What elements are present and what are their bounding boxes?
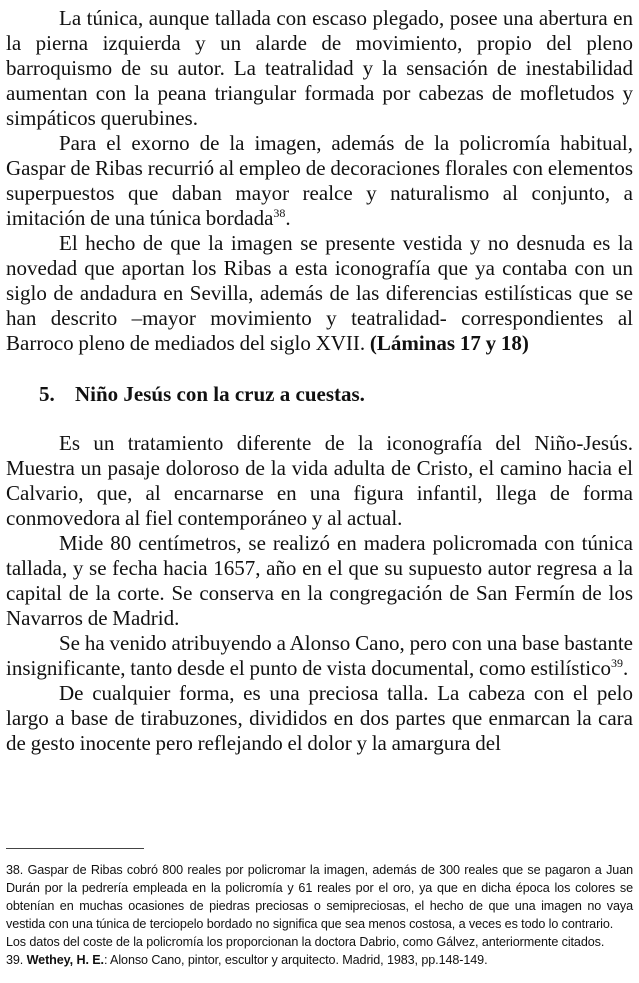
paragraph-tunica bbox=[6, 6, 633, 131]
paragraph-atribucion bbox=[6, 631, 633, 681]
paragraph-mide bbox=[6, 531, 633, 631]
section-title: Niño Jesús con la cruz a cuestas. bbox=[75, 382, 365, 406]
footnote-38-extra: Los datos del coste de la policromía los proporcionan la doctora Dabrio, como Gálvez, anteriormente citados. bbox=[6, 935, 605, 949]
footnote-citation: : Alonso Cano, pintor, escultor y arquitecto. Madrid, 1983, pp.148-149. bbox=[103, 953, 488, 967]
paragraph-text: El hecho de que la imagen se presente vestida y no desnuda es la novedad que aportan los Ribas a esta iconografía que ya contaba con un siglo de andadura en Sevilla, además de las diferencias estilísticas que se han descrito –mayor movimiento y teatralidad- correspondientes al Barroco pleno de mediados del siglo XVII. bbox=[6, 231, 633, 355]
footnote-39 bbox=[6, 951, 633, 969]
paragraph-talla bbox=[6, 681, 633, 756]
paragraph-text: Es un tratamiento diferente de la iconografía del Niño-Jesús. Muestra un pasaje doloroso de la vida adulta de Cristo, el camino hacia el Calvario, que, al encarnarse en una figura infantil, llega de forma conmovedora al fiel contemporáneo y al actual. bbox=[6, 431, 633, 530]
paragraph-text: La túnica, aunque tallada con escaso plegado, posee una abertura en la pierna izquierda y un alarde de movimiento, propio del pleno barroquismo de su autor. La teatralidad y la sensación de inestabilidad aumentan con la peana triangular formada por cabezas de mofletudos y simpáticos querubines. bbox=[6, 6, 633, 130]
footnote-divider bbox=[6, 848, 144, 849]
footnote-number: 39. bbox=[6, 953, 24, 967]
paragraph-end: . bbox=[285, 206, 291, 230]
paragraph-vestida bbox=[6, 231, 633, 356]
paragraph-tratamiento bbox=[6, 431, 633, 531]
section-heading bbox=[39, 382, 633, 407]
paragraph-exorno bbox=[6, 131, 633, 231]
section-number: 5. bbox=[39, 382, 55, 406]
footnote-author: Wethey, H. E. bbox=[26, 953, 104, 967]
footnote-ref-38[interactable]: 38 bbox=[273, 206, 286, 220]
footnote-38: 38. Gaspar de Ribas cobró 800 reales por policromar la imagen, además de 300 reales que se pagaron a Juan Durán por la pedrería empleada en la policromía y 61 reales por el oro, ya que en dicha época los colores se obtenían en muchas ocasiones de piedras preciosas o semipreciosas, el hecho de que una imagen no vaya vestida con una túnica de terciopelo bordado no significa que sea menos costosa, a veces es todo lo contrario. bbox=[6, 863, 633, 931]
footnotes bbox=[6, 861, 633, 969]
paragraph-end: . bbox=[622, 656, 629, 680]
main-text bbox=[6, 6, 633, 756]
paragraph-text: Se ha venido atribuyendo a Alonso Cano, pero con una base bastante insignificante, tanto desde el punto de vista documental, como estilístico bbox=[6, 631, 633, 680]
footnote-ref-39[interactable]: 39 bbox=[610, 656, 623, 670]
paragraph-text: Para el exorno de la imagen, además de la policromía habitual, Gaspar de Ribas recurrió al empleo de decoraciones florales con elementos superpuestos que daban mayor realce y naturalismo al conjunto, a imitación de una túnica bordada bbox=[6, 131, 633, 230]
plates-reference: (Láminas 17 y 18) bbox=[369, 331, 529, 355]
paragraph-text: Mide 80 centímetros, se realizó en madera policromada con túnica tallada, y se fecha hacia 1657, año en el que su supuesto autor regresa a la capital de la corte. Se conserva en la congregación de San Fermín de los Navarros de Madrid. bbox=[6, 531, 633, 630]
paragraph-text: De cualquier forma, es una preciosa talla. La cabeza con el pelo largo a base de tirabuzones, divididos en dos partes que enmarcan la cara de gesto inocente pero reflejando el dolor y la amargura del bbox=[6, 681, 633, 755]
